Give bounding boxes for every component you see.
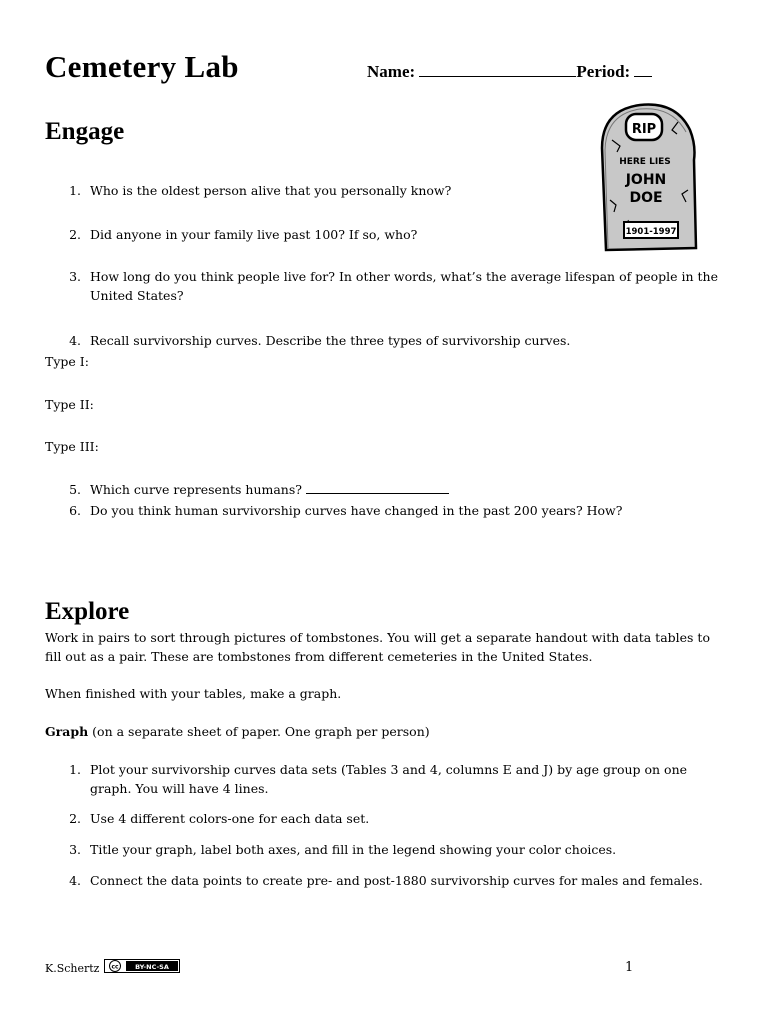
type-3-label: Type III: xyxy=(45,439,99,454)
explore-finished-text: When finished with your tables, make a graph. xyxy=(45,686,342,701)
step-3 xyxy=(67,840,727,859)
explore-heading: Explore xyxy=(45,598,130,625)
question-text: Do you think human survivorship curves have changed in the past 200 years? How? xyxy=(90,503,623,518)
question-number: 3. xyxy=(69,269,81,284)
question-text: How long do you think people live for? In other words, what’s the average lifespan of people in the United States? xyxy=(90,269,718,303)
question-3 xyxy=(67,267,727,307)
license-text: BY-NC-SA xyxy=(135,963,169,971)
step-2 xyxy=(67,809,727,828)
question-text: Did anyone in your family live past 100? If so, who? xyxy=(90,227,418,242)
cc-text: cc xyxy=(111,963,119,971)
dates-text: 1901-1997 xyxy=(625,227,677,237)
page-title: Cemetery Lab xyxy=(45,49,239,84)
step-1 xyxy=(67,760,727,800)
question-1 xyxy=(67,181,727,200)
type-1-label: Type I: xyxy=(45,354,89,369)
period-label: Period: xyxy=(576,62,631,81)
step-text: Connect the data points to create pre- and post-1880 survivorship curves for males and females. xyxy=(90,873,703,888)
explore-intro: Work in pairs to sort through pictures of tombstones. You will get a separate handout with data tables to fill out as a pair. These are tombstones from different cemeteries in the United States. xyxy=(45,630,710,664)
graph-label: Graph xyxy=(45,724,89,739)
step-number: 4. xyxy=(69,873,81,888)
question-number: 1. xyxy=(69,183,81,198)
step-text: Plot your survivorship curves data sets (Tables 3 and 4, columns E and J) by age group on one graph. You will have 4 lines. xyxy=(90,762,688,796)
rip-text: RIP xyxy=(631,122,657,137)
name-period-line xyxy=(367,60,652,82)
question-text: Who is the oldest person alive that you personally know? xyxy=(90,183,452,198)
engage-heading: Engage xyxy=(45,118,125,145)
period-blank[interactable] xyxy=(634,60,652,77)
step-number: 1. xyxy=(69,762,81,777)
cc-license-badge xyxy=(104,959,180,973)
name-label: Name: xyxy=(367,62,416,81)
type-2-label: Type II: xyxy=(45,397,94,412)
question-text: Recall survivorship curves. Describe the three types of survivorship curves. xyxy=(90,333,571,348)
question-number: 2. xyxy=(69,227,81,242)
graph-note: (on a separate sheet of paper. One graph per person) xyxy=(88,724,430,739)
step-number: 2. xyxy=(69,811,81,826)
question-number: 5. xyxy=(69,482,81,497)
question-number: 6. xyxy=(69,503,81,518)
name-blank[interactable] xyxy=(419,60,576,77)
step-text: Use 4 different colors-one for each data set. xyxy=(90,811,370,826)
question-text: Which curve represents humans? xyxy=(90,482,302,497)
here-lies-text: HERE LIES xyxy=(619,157,671,167)
question-5 xyxy=(67,480,727,499)
step-4 xyxy=(67,871,727,890)
step-text: Title your graph, label both axes, and fill in the legend showing your color choices. xyxy=(90,842,617,857)
question-2 xyxy=(67,225,727,244)
last-name-text: DOE xyxy=(629,190,663,206)
question-number: 4. xyxy=(69,333,81,348)
page-number: 1 xyxy=(625,960,634,975)
footer-author: K.Schertz xyxy=(45,962,100,975)
answer-blank[interactable] xyxy=(306,481,449,494)
graph-instructions xyxy=(45,722,725,741)
question-4 xyxy=(67,331,727,350)
question-6 xyxy=(67,501,727,520)
step-number: 3. xyxy=(69,842,81,857)
first-name-text: JOHN xyxy=(625,172,667,188)
